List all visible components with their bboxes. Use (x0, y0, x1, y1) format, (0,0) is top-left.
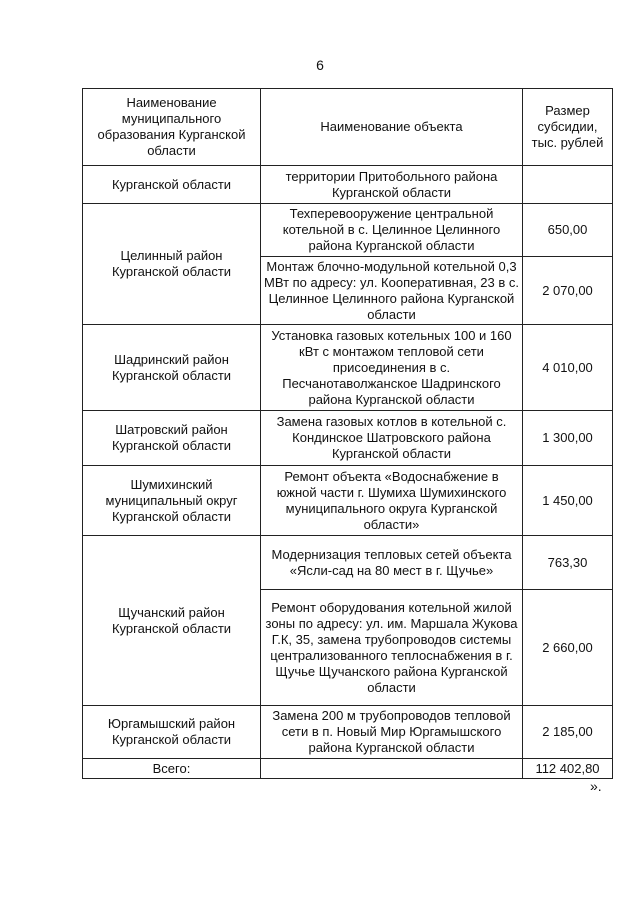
table-row (83, 204, 613, 257)
municipality-cell: Целинный район Курганской области (83, 204, 261, 325)
amount-cell (523, 166, 613, 204)
table-row (83, 411, 613, 466)
object-cell: Техперевооружение центральной котельной в с. Целинное Целинного района Курганской области (261, 204, 523, 257)
table-row (83, 706, 613, 759)
object-cell: Замена газовых котлов в котельной с. Кондинское Шатровского района Курганской области (261, 411, 523, 466)
object-cell: Замена 200 м трубопроводов тепловой сети в п. Новый Мир Юргамышского района Курганской области (261, 706, 523, 759)
table-row (83, 536, 613, 590)
total-empty-cell (261, 759, 523, 779)
municipality-cell: Шадринский район Курганской области (83, 325, 261, 411)
amount-cell: 4 010,00 (523, 325, 613, 411)
object-cell: территории Притобольного района Курганской области (261, 166, 523, 204)
amount-cell: 2 185,00 (523, 706, 613, 759)
header-amount: Размер субсидии, тыс. рублей (523, 89, 613, 166)
total-label: Всего: (83, 759, 261, 779)
municipality-cell: Шатровский район Курганской области (83, 411, 261, 466)
municipality-cell: Щучанский район Курганской области (83, 536, 261, 706)
object-cell: Монтаж блочно-модульной котельной 0,3 МВт по адресу: ул. Кооперативная, 23 в с. Целинное Целинного района Курганской области (261, 257, 523, 325)
amount-cell: 2 070,00 (523, 257, 613, 325)
total-amount: 112 402,80 (523, 759, 613, 779)
header-object: Наименование объекта (261, 89, 523, 166)
table-row (83, 325, 613, 411)
table-row (83, 466, 613, 536)
municipality-cell: Курганской области (83, 166, 261, 204)
amount-cell: 650,00 (523, 204, 613, 257)
table-header-row (83, 89, 613, 166)
amount-cell: 2 660,00 (523, 590, 613, 706)
municipality-cell: Юргамышский район Курганской области (83, 706, 261, 759)
amount-cell: 1 300,00 (523, 411, 613, 466)
table-row (83, 166, 613, 204)
amount-cell: 763,30 (523, 536, 613, 590)
object-cell: Модернизация тепловых сетей объекта «Ясли-сад на 80 мест в г. Щучье» (261, 536, 523, 590)
page-number: 6 (316, 57, 324, 73)
municipality-cell: Шумихинский муниципальный округ Курганской области (83, 466, 261, 536)
object-cell: Ремонт объекта «Водоснабжение в южной части г. Шумиха Шумихинского муниципального округа Курганской области» (261, 466, 523, 536)
object-cell: Установка газовых котельных 100 и 160 кВт с монтажом тепловой сети присоединения в с. Песчанотаволжанское Шадринского района Курганской области (261, 325, 523, 411)
amount-cell: 1 450,00 (523, 466, 613, 536)
header-municipality: Наименование муниципального образования Курганской области (83, 89, 261, 166)
closing-quote-mark: ». (590, 778, 602, 794)
total-row (83, 759, 613, 779)
subsidy-table (82, 88, 613, 779)
object-cell: Ремонт оборудования котельной жилой зоны по адресу: ул. им. Маршала Жукова Г.К, 35, замена трубопроводов системы централизованного теплоснабжения в г. Щучье Щучанского района Курганской области (261, 590, 523, 706)
